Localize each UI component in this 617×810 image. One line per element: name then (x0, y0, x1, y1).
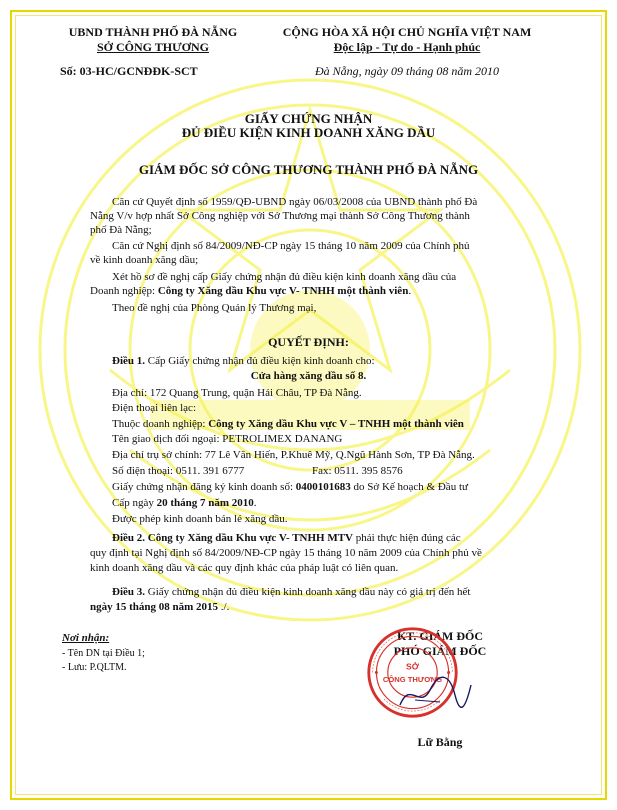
article-1-label: Điều 1. (112, 355, 145, 367)
handwritten-signature-icon (395, 670, 475, 720)
store-address: Địa chỉ: 172 Quang Trung, quận Hải Châu, TP Đà Nẵng. (112, 387, 362, 399)
issued-date (112, 497, 257, 510)
article-2-line-1 (112, 532, 461, 545)
article-2-line-3: kinh doanh xăng dầu và các quy định khác của pháp luật có liên quan. (90, 562, 399, 574)
validity-date: ngày 15 tháng 08 năm 2015 (90, 601, 219, 613)
article-2-line-2: quy định tại Nghị định số 84/2009/NĐ-CP ngày 15 tháng 10 năm 2009 của Chính phủ về (90, 547, 482, 559)
article-2-label: Điều 2. (112, 532, 145, 544)
org-line-1: UBND THÀNH PHỐ ĐÀ NẴNG (68, 25, 238, 39)
article-2-text: phải thực hiện đúng các (353, 532, 461, 544)
contact-phone-label: Điện thoại liên lạc: (112, 402, 196, 414)
registration-number: 0400101683 (295, 481, 351, 493)
signer-name: Lữ Bằng (417, 735, 463, 749)
issued-date-value: 20 tháng 7 năm 2010 (156, 497, 254, 509)
article-1-text: Cấp Giấy chứng nhận đủ điều kiện kinh doanh cho: (145, 355, 375, 367)
store-name: Cửa hàng xăng dầu số 8. (250, 370, 367, 382)
recipient-2: - Lưu: P.QLTM. (62, 662, 127, 673)
recipient-1: - Tên DN tại Điều 1; (62, 648, 145, 659)
title-line-2: ĐỦ ĐIỀU KIỆN KINH DOANH XĂNG DẦU (181, 125, 436, 140)
recipients-label: Nơi nhận: (62, 632, 110, 644)
seal-text-2: CÔNG THƯƠNG (382, 675, 443, 684)
belongs-to (112, 418, 464, 431)
article-1 (112, 355, 375, 368)
preamble-2-line-1: Căn cứ Nghị định số 84/2009/NĐ-CP ngày 15 tháng 10 năm 2009 của Chính phủ (112, 240, 470, 252)
fax: Fax: 0511. 395 8576 (312, 465, 403, 477)
issued-date-label: Cấp ngày (112, 497, 157, 509)
nation-line-1: CỘNG HÒA XÃ HỘI CHỦ NGHĨA VIỆT NAM (282, 25, 532, 39)
registration-issuer: do Sở Kế hoạch & Đầu tư (350, 481, 468, 493)
preamble-3-line-2 (90, 285, 411, 298)
preamble-4: Theo đề nghị của Phòng Quản lý Thương mại, (112, 302, 317, 314)
preamble-3-line-1: Xét hồ sơ đề nghị cấp Giấy chứng nhận đủ điều kiện kinh doanh xăng dầu của (112, 271, 457, 283)
article-2-company: Công ty Xăng dầu Khu vực V- TNHH MTV (145, 532, 353, 544)
doc-number: Số: 03-HC/GCNĐĐK-SCT (60, 64, 198, 78)
issued-date-period: . (253, 497, 257, 509)
registration-label: Giấy chứng nhận đăng ký kinh doanh số: (112, 481, 296, 493)
validity-end: ./. (218, 601, 230, 613)
preamble-2-line-2: về kinh doanh xăng dầu; (90, 254, 199, 266)
title-line-3: GIÁM ĐỐC SỞ CÔNG THƯƠNG THÀNH PHỐ ĐÀ NẴNG (138, 162, 479, 177)
article-3-label: Điều 3. (112, 586, 145, 598)
watermark-emblem-icon (30, 70, 590, 630)
permitted-activity: Được phép kinh doanh bán lẻ xăng dầu. (112, 513, 288, 525)
seal-text-1: SỞ (406, 661, 419, 672)
belongs-to-company: Công ty Xăng dầu Khu vực V – TNHH một thành viên (208, 418, 464, 430)
headquarters-address: Địa chỉ trụ sở chính: 77 Lê Văn Hiến, P.Khuê Mỹ, Q.Ngũ Hành Sơn, TP Đà Nẵng. (112, 449, 475, 461)
issue-date: Đà Nẵng, ngày 09 tháng 08 năm 2010 (315, 64, 499, 78)
business-registration (112, 481, 468, 494)
company-name: Công ty Xăng dầu Khu vực V- TNHH một thành viên (157, 285, 409, 297)
org-line-2: SỞ CÔNG THƯƠNG (96, 40, 209, 54)
preamble-1-line-2: Nẵng V/v hợp nhất Sở Công nghiệp với Sở Thương mại thành Sở Công Thương thành (90, 210, 470, 222)
preamble-1-line-1: Căn cứ Quyết định số 1959/QĐ-UBND ngày 06/03/2008 của UBND thành phố Đà (112, 196, 478, 208)
article-3-line-1 (112, 586, 471, 599)
trade-name: Tên giao dịch đối ngoại: PETROLIMEX DANANG (112, 433, 343, 445)
preamble-3-suffix: . (408, 285, 412, 297)
preamble-3-prefix: Doanh nghiệp: (90, 285, 158, 297)
preamble-1-line-3: phố Đà Nẵng; (90, 224, 152, 236)
article-3-line-2 (90, 601, 229, 614)
signatory-title-2: PHÓ GIÁM ĐỐC (393, 644, 487, 658)
nation-line-2: Độc lập - Tự do - Hạnh phúc (333, 40, 481, 54)
belongs-to-label: Thuộc doanh nghiệp: (112, 418, 209, 430)
title-line-1: GIẤY CHỨNG NHẬN (244, 111, 373, 126)
decision-heading: QUYẾT ĐỊNH: (268, 335, 349, 349)
signatory-title-1: KT. GIÁM ĐỐC (396, 629, 484, 643)
telephone: Số điện thoại: 0511. 391 6777 (112, 465, 245, 477)
article-3-text: Giấy chứng nhận đủ điều kiện kinh doanh xăng dầu này có giá trị đến hết (145, 586, 471, 598)
